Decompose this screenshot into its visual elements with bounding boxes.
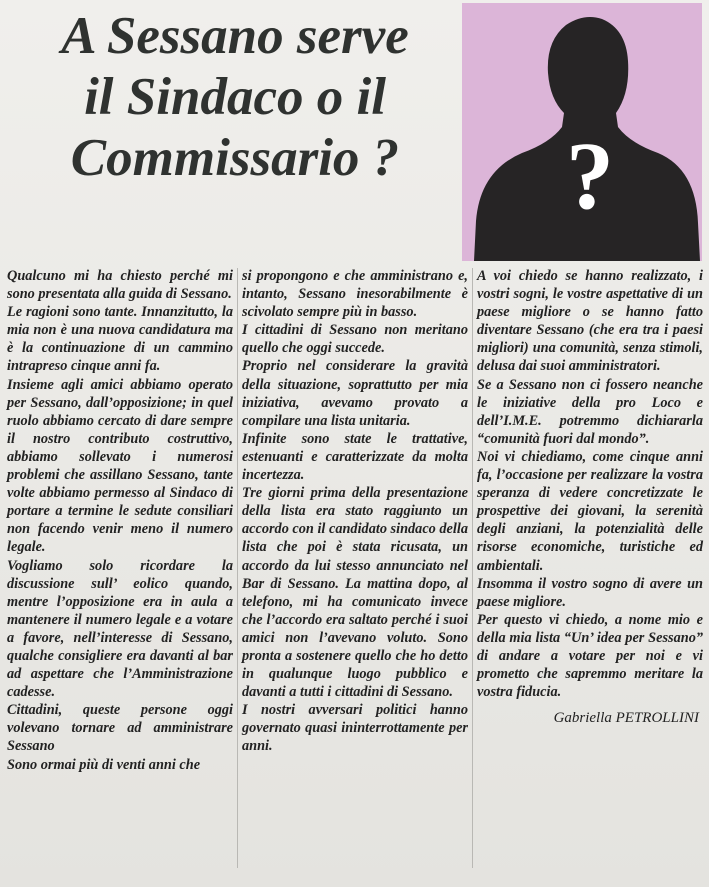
paragraph: Vogliamo solo ricordare la discussione sull’ eolico quando, mentre l’opposizione era in aula a mantenere il numero legale e a votare a favore, nell’interesse di Sessano, qualche consigliere era davanti al bar ad aspettare che l’Amministrazione cadesse.: [7, 557, 233, 701]
paragraph: Infinite sono state le trattative, estenuanti e caratterizzate da molta incertezza.: [242, 430, 468, 484]
silhouette-photo: [462, 3, 702, 261]
paragraph: Qualcuno mi ha chiesto perché mi sono presentata alla guida di Sessano.: [7, 268, 233, 303]
paragraph: Noi vi chiediamo, come cinque anni fa, l’occasione per realizzare la vostra speranza di vedere concretizzate le prospettive dei giovani, la serenità degli anziani, la potenzialità delle risorse economiche, turistiche ed ambientali.: [477, 448, 703, 574]
paragraph: Tre giorni prima della presentazione della lista era stato raggiunto un accordo con il candidato sindaco della lista che poi è stata ricusata, un accordo da lui stesso annunciato nel Bar di Sessano. La mattina dopo, al telefono, mi ha comunicato invece che l’accordo era saltato perché i suoi amici non l’avevano voluto. Sono pronta a sostenere quello che ho detto in qualunque luogo pubblico e davanti a tutti i cittadini di Sessano.: [242, 485, 468, 701]
paragraph: Insieme agli amici abbiamo operato per Sessano, dall’opposizione; in quel ruolo abbiamo cercato di dare sempre il nostro contributo costruttivo, abbiamo sollevato i numerosi problemi che assillano Sessano, tante volte abbiamo permesso al Sindaco di portare a termine le sedute consiliari non facendo venir meno il numero legale.: [7, 376, 233, 556]
paragraph: Se a Sessano non ci fossero neanche le iniziative della pro Loco e dell’I.M.E. potremmo dichiararla “comunità fuori dal mondo”.: [477, 376, 703, 447]
paragraph: I nostri avversari politici hanno governato quasi ininterrottamente per anni.: [242, 702, 468, 755]
paragraph: Le ragioni sono tante. Innanzitutto, la mia non è una nuova candidatura ma è la continuazione di un cammino intrapreso cinque anni fa.: [7, 304, 233, 375]
paragraph: I cittadini di Sessano non meritano quello che oggi succede.: [242, 322, 468, 357]
paragraph: Per questo vi chiedo, a nome mio e della mia lista “Un’ idea per Sessano” di andare a votare per noi e vi prometto che sapremmo meritare la vostra fiducia.: [477, 611, 703, 701]
column-3: [477, 267, 703, 727]
column-1: [7, 267, 233, 774]
headline-line-1: A Sessano serve: [61, 7, 409, 65]
headline-line-3: Commissario ?: [70, 129, 400, 187]
headline-line-2: il Sindaco o il: [84, 68, 386, 126]
headline: [10, 6, 460, 189]
column-2: [242, 267, 468, 756]
anonymous-person-silhouette: [462, 3, 702, 261]
author-signature: Gabriella PETROLLINI: [553, 710, 699, 727]
question-mark: ?: [566, 122, 614, 229]
paragraph: Cittadini, queste persone oggi volevano tornare ad amministrare Sessano: [7, 702, 233, 755]
article-body: [7, 267, 705, 877]
paragraph: Proprio nel considerare la gravità della situazione, soprattutto per mia iniziativa, avevamo provato a compilare una lista unitaria.: [242, 358, 468, 429]
paragraph: Insomma il vostro sogno di avere un paese migliore.: [477, 575, 703, 610]
paragraph: Sono ormai più di venti anni che: [7, 756, 201, 773]
paragraph: A voi chiedo se hanno realizzato, i vostri sogni, le vostre aspettative di un paese migliore o se hanno fatto diventare Sessano (che era tra i paesi migliori) una comunità, senza stimoli, delusa dai suoi amministratori.: [477, 268, 703, 375]
paragraph: si propongono e che amministrano e, intanto, Sessano inesorabilmente è scivolato sempre più in basso.: [242, 268, 468, 321]
